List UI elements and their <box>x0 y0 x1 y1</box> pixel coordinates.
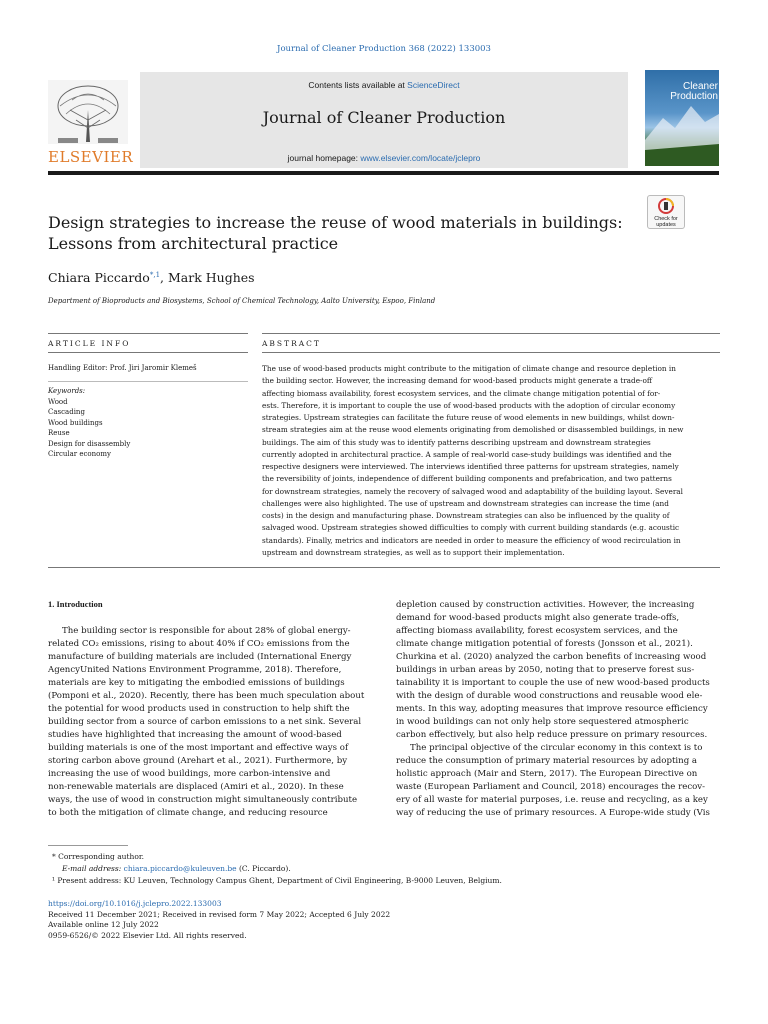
body-line: (Pomponi et al., 2020). Recently, there has been much speculation about <box>48 691 365 701</box>
keywords-label: Keywords: <box>48 387 86 395</box>
received-dates: Received 11 December 2021; Received in revised form 7 May 2022; Accepted 6 July 2022 <box>48 909 391 919</box>
handling-editor: Handling Editor: Prof. Jiri Jaromir Klemeš <box>48 364 197 372</box>
article-title-line1: Design strategies to increase the reuse of wood materials in buildings: <box>48 213 623 232</box>
check-updates-line2: updates <box>656 222 676 228</box>
body-line: The principal objective of the circular economy in this context is to <box>410 743 703 753</box>
body-line: to both the mitigation of climate change, and reducing resource <box>48 808 328 818</box>
body-line: studies have highlighted that increasing the amount of wood-based <box>48 730 342 740</box>
email-suffix: (C. Piccardo). <box>236 864 291 873</box>
body-line: the potential for wood products used in construction to help shift the <box>48 704 350 714</box>
email-label: E-mail address: <box>62 864 124 873</box>
abstract-line: challenges were also highlighted. The use of upstream and downstream strategies can increase the time (and <box>262 498 669 508</box>
body-line: in wood buildings can not only help store sequestered atmospheric <box>396 717 689 727</box>
author-name[interactable]: Chiara Piccardo <box>48 270 150 285</box>
abstract-line: upstream and downstream strategies, as well as to support their implementation. <box>262 547 565 557</box>
body-line: way of reducing the use of primary resources. A Europe-wide study (Vis <box>396 808 710 818</box>
check-for-updates-label <box>647 216 685 228</box>
contents-line <box>140 80 628 90</box>
cover-title <box>648 82 718 102</box>
abstract-line: currently adopted in architectural practice. A sample of real-world case-study buildings was identified and the <box>262 449 672 459</box>
abstract-line: the reversibility of joints, independence of different building components and prefabrication, and two patterns <box>262 474 672 484</box>
footnote-rule <box>48 845 128 846</box>
abstract-line: the building sector. However, the increasing demand for wood-based products might generate a trade-off <box>262 376 653 386</box>
journal-citation[interactable]: Journal of Cleaner Production 368 (2022) 133003 <box>277 44 491 54</box>
cover-title-line1: Cleaner <box>682 81 718 92</box>
body-line: with the design of durable wood constructions and reusable wood ele- <box>396 691 703 701</box>
body-line: ways, the use of wood in construction might simultaneously contribute <box>48 795 358 805</box>
corresponding-author-note: * Corresponding author. <box>52 852 145 861</box>
abstract-rule <box>262 333 720 334</box>
intro-left-column <box>48 625 371 820</box>
homepage-prefix: journal homepage: <box>287 153 361 163</box>
keywords-block <box>48 386 130 460</box>
body-line: storing carbon above ground (Arehart et al., 2021). Furthermore, by <box>48 756 348 766</box>
abstract-text <box>262 363 720 559</box>
abstract-line: stream strategies aim at the reuse wood elements originating from demolished or disassembled buildings, in new <box>262 425 684 435</box>
section-heading-introduction: 1. Introduction <box>48 599 103 609</box>
article-info-rule <box>48 352 248 353</box>
sciencedirect-link[interactable]: ScienceDirect <box>407 80 460 90</box>
intro-right-column <box>396 599 719 820</box>
abstract-rule <box>262 352 720 353</box>
affiliation: Department of Bioproducts and Biosystems, School of Chemical Technology, Aalto University, Espoo, Finland <box>48 297 436 305</box>
body-line: materials are key to mitigating the embodied emissions of buildings <box>48 678 345 688</box>
author-list <box>48 270 255 285</box>
abstract-heading: ABSTRACT <box>262 339 321 348</box>
author-name[interactable]: Mark Hughes <box>167 270 255 285</box>
copyright-line: 0959-6526/© 2022 Elsevier Ltd. All rights reserved. <box>48 930 247 940</box>
check-updates-icon <box>648 196 684 216</box>
abstract-bottom-rule <box>48 567 720 568</box>
abstract-line: costs) in the design and manufacturing phase. Downstream strategies can also be influenced by the quality of <box>262 511 670 520</box>
cover-title-line2: Production <box>670 91 718 102</box>
keyword-item: Wood <box>48 397 68 406</box>
body-line: ery of all waste for material purposes, i.e. reuse and recycling, as a key <box>396 795 708 805</box>
body-line: waste (European Parliament and Council, 2018) encourages the recov- <box>396 782 706 792</box>
body-line: manufacture of building materials are included (International Energy <box>48 652 352 662</box>
body-line: Churkina et al. (2020) analyzed the carbon benefits of increasing wood <box>396 652 707 662</box>
body-line: climate change mitigation potential of forests (Jonsson et al., 2021). <box>396 639 693 649</box>
present-address-note: ¹ Present address: KU Leuven, Technology Campus Ghent, Department of Civil Engineering, B-9000 Leuven, Belgium. <box>52 876 502 885</box>
check-updates-line1: Check for <box>654 216 678 222</box>
body-line: ments. In this way, adopting measures that improve resource efficiency <box>396 704 708 714</box>
keyword-item: Cascading <box>48 408 85 416</box>
author-marks[interactable]: *,1 <box>149 270 161 279</box>
body-line: reduce the consumption of primary material resources by adopting a <box>396 756 698 766</box>
article-info-heading: ARTICLE INFO <box>48 339 131 348</box>
article-title-line2: Lessons from architectural practice <box>48 234 339 253</box>
article-info-rule <box>48 333 248 334</box>
email-link[interactable]: chiara.piccardo@kuleuven.be <box>123 864 237 873</box>
body-line: building materials is one of the most important and effective ways of <box>48 743 349 753</box>
keyword-item: Design for disassembly <box>48 439 131 448</box>
body-line: affecting biomass availability, forest ecosystem services, and the <box>396 626 678 636</box>
body-line: AgencyUnited Nations Environment Programme, 2018). Therefore, <box>48 665 342 675</box>
author-separator: , <box>160 270 168 285</box>
body-line: holistic approach (Mair and Stern, 2017). The European Directive on <box>396 769 698 779</box>
body-line: tainability it is important to couple the use of new wood-based products <box>396 678 710 688</box>
body-line: carbon effectively, but also help reduce pressure on primary resources. <box>396 730 708 740</box>
abstract-line: affecting biomass availability, forest ecosystem services, and the climate change mitigation potential of for- <box>262 388 661 398</box>
abstract-line: The use of wood-based products might contribute to the mitigation of climate change and resource depletion in <box>262 364 676 373</box>
keyword-item: Circular economy <box>48 450 111 458</box>
keyword-item: Wood buildings <box>48 418 103 427</box>
keywords-divider <box>48 381 248 382</box>
body-line: increasing the use of wood buildings, more carbon-intensive and <box>48 769 331 779</box>
body-line: non-renewable materials are displaced (Amiri et al., 2020). In these <box>48 782 344 792</box>
doi-link[interactable]: https://doi.org/10.1016/j.jclepro.2022.133003 <box>48 899 222 908</box>
abstract-line: ests. Therefore, it is important to couple the use of wood-based products with the adoption of circular economy <box>262 400 676 410</box>
abstract-line: strategies. Upstream strategies can facilitate the future reuse of wood elements in new buildings, whilst down- <box>262 413 675 422</box>
abstract-line: standards). Finally, metrics and indicators are needed in order to measure the efficiency of wood recirculation in <box>262 535 681 545</box>
elsevier-wordmark: ELSEVIER <box>48 148 134 166</box>
body-line: related CO₂ emissions, rising to about 40% if CO₂ emissions from the <box>48 639 350 649</box>
contents-prefix: Contents lists available at <box>308 80 408 90</box>
header-divider <box>48 171 719 175</box>
journal-title: Journal of Cleaner Production <box>262 108 506 127</box>
article-title <box>48 212 628 254</box>
body-line: depletion caused by construction activities. However, the increasing <box>396 600 695 610</box>
abstract-line: buildings. The aim of this study was to identify patterns describing upstream and downstream strategies <box>262 437 651 447</box>
body-line: demand for wood-based products might also generate trade-offs, <box>396 613 680 623</box>
publication-info <box>48 899 390 941</box>
available-online: Available online 12 July 2022 <box>48 920 159 929</box>
abstract-line: respective designers were interviewed. The interviews identified three patterns for upstream strategies, namely <box>262 462 679 471</box>
homepage-line <box>140 153 628 163</box>
homepage-link[interactable]: www.elsevier.com/locate/jclepro <box>360 153 481 163</box>
body-line: buildings in urban areas by 2050, noting that to preserve forest sus- <box>396 665 695 675</box>
body-line: building sector from a source of carbon emissions to a net sink. Several <box>48 717 362 727</box>
abstract-line: salvaged wood. Upstream strategies showed difficulties to comply with current building standards (e.g. acoustic <box>262 523 680 533</box>
keyword-item: Reuse <box>48 429 70 437</box>
body-line: The building sector is responsible for about 28% of global energy- <box>62 626 351 636</box>
abstract-line: for downstream strategies, namely the recovery of salvaged wood and adaptability of the building layout. Several <box>262 486 683 496</box>
email-note <box>52 863 502 875</box>
footnotes <box>52 851 502 887</box>
